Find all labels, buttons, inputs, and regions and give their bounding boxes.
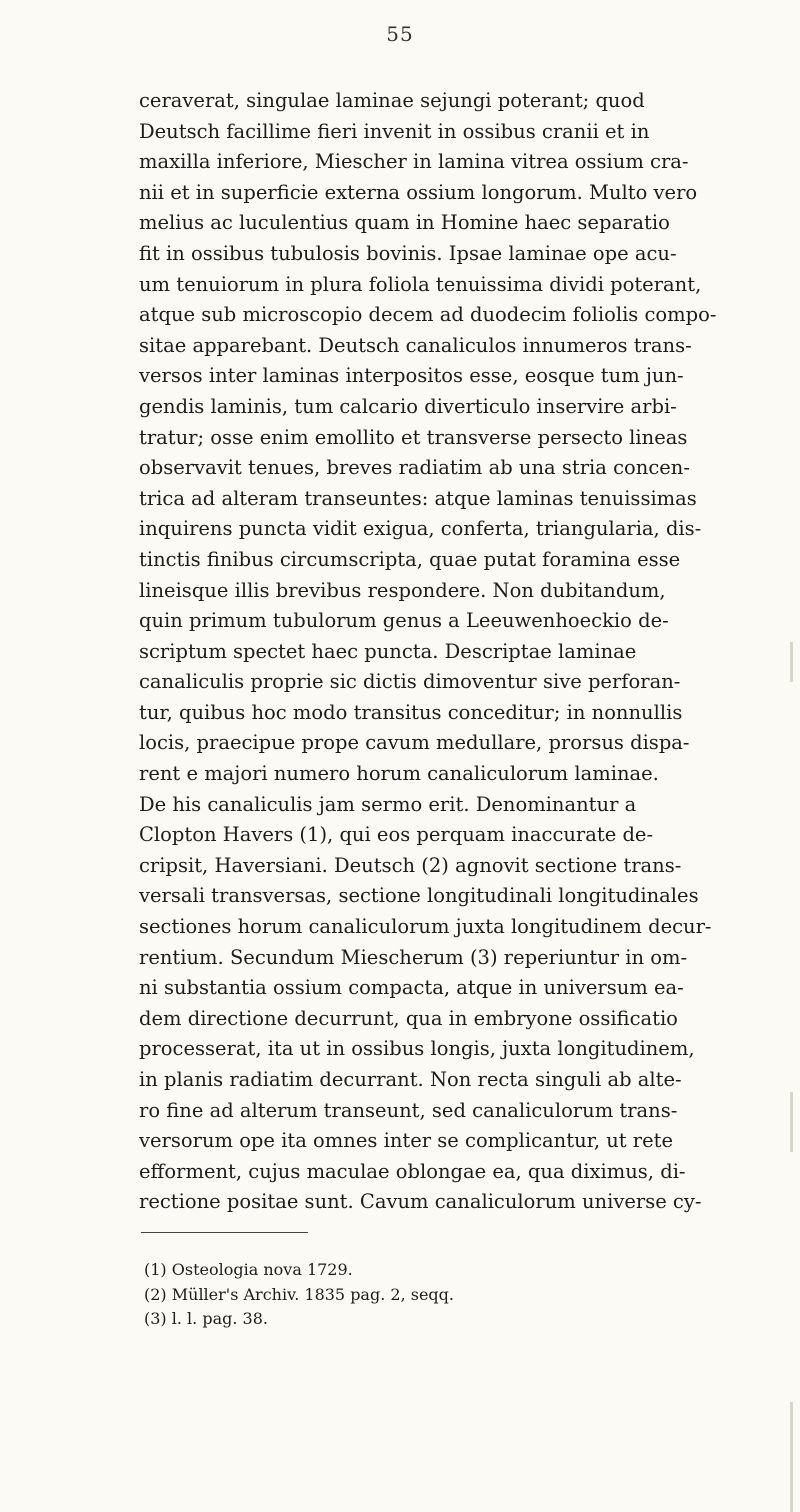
text-line: tur, quibus hoc modo transitus conceditur; in nonnullis — [139, 700, 683, 724]
text-line: efforment, cujus maculae oblongae ea, qua diximus, di- — [139, 1159, 686, 1183]
text-line: locis, praecipue prope cavum medullare, prorsus dispa- — [139, 731, 690, 755]
text-line: versos inter laminas interpositos esse, eosque tum jun- — [139, 364, 684, 388]
text-line: canaliculis proprie sic dictis dimoventur sive perforan- — [139, 670, 681, 694]
text-line: cripsit, Haversiani. Deutsch (2) agnovit sectione trans- — [139, 853, 682, 877]
page-edge-shadow — [788, 82, 796, 1382]
text-line: rectione positae sunt. Cavum canaliculorum universe cy- — [139, 1190, 702, 1214]
text-line: tinctis finibus circumscripta, quae putat foramina esse — [139, 547, 681, 571]
text-line: gendis laminis, tum calcario diverticulo inservire arbi- — [139, 394, 677, 418]
text-line: dem directione decurrunt, qua in embryone ossificatio — [139, 1006, 678, 1030]
text-line: maxilla inferiore, Miescher in lamina vitrea ossium cra- — [139, 150, 689, 174]
text-line: in planis radiatim decurrant. Non recta singuli ab alte- — [139, 1068, 682, 1091]
footnote-divider — [141, 1232, 308, 1233]
text-line: inquirens puncta vidit exigua, conferta, triangularia, dis- — [139, 517, 702, 541]
text-line: sectiones horum canaliculorum juxta longitudinem decur- — [139, 915, 712, 939]
footnote: (1) Osteologia nova 1729. — [144, 1260, 353, 1279]
text-line: versorum ope ita omnes inter se complicantur, ut rete — [139, 1129, 674, 1153]
text-line: quin primum tubulorum genus a Leeuwenhoeckio de- — [139, 609, 669, 633]
text-line: fit in ossibus tubulosis bovinis. Ipsae laminae ope acu- — [139, 241, 677, 265]
text-line: sitae apparebant. Deutsch canaliculos innumeros trans- — [139, 333, 692, 357]
text-line: ceraverat, singulae laminae sejungi poterant; quod — [139, 89, 645, 112]
text-line: atque sub microscopio decem ad duodecim foliolis compo- — [139, 303, 717, 327]
text-line: ni substantia ossium compacta, atque in universum ea- — [139, 976, 684, 1000]
text-line: um tenuiorum in plura foliola tenuissima dividi poterant, — [139, 272, 702, 296]
footnote: (3) l. l. pag. 38. — [144, 1309, 268, 1328]
text-line: versali transversas, sectione longitudinali longitudinales — [139, 884, 699, 908]
footnote: (2) Müller's Archiv. 1835 pag. 2, seqq. — [144, 1284, 454, 1304]
text-line: rentium. Secundum Miescherum (3) reperiuntur in om- — [139, 945, 688, 969]
footnotes — [144, 1258, 704, 1332]
text-line: Clopton Havers (1), qui eos perquam inaccurate de- — [139, 823, 654, 847]
text-line: observavit tenues, breves radiatim ab una stria concen- — [139, 456, 690, 480]
text-line: lineisque illis brevibus respondere. Non dubitandum, — [139, 578, 666, 602]
text-line: tratur; osse enim emollito et transverse persecto lineas — [139, 425, 688, 449]
text-line: De his canaliculis jam sermo erit. Denominantur a — [139, 792, 637, 816]
text-line: nii et in superficie externa ossium longorum. Multo vero — [139, 180, 698, 204]
main-text — [139, 86, 800, 1218]
text-line: processerat, ita ut in ossibus longis, juxta longitudinem, — [139, 1037, 695, 1061]
text-line: scriptum spectet haec puncta. Descriptae laminae — [139, 639, 637, 663]
text-line: rent e majori numero horum canaliculorum laminae. — [139, 762, 659, 786]
text-line: melius ac luculentius quam in Homine haec separatio — [139, 211, 670, 235]
page-number: 55 — [386, 22, 414, 46]
text-line: trica ad alteram transeuntes: atque laminas tenuissimas — [139, 486, 697, 510]
text-line: Deutsch facillime fieri invenit in ossibus cranii et in — [139, 119, 650, 143]
text-line: ro fine ad alterum transeunt, sed canaliculorum trans- — [139, 1098, 678, 1122]
